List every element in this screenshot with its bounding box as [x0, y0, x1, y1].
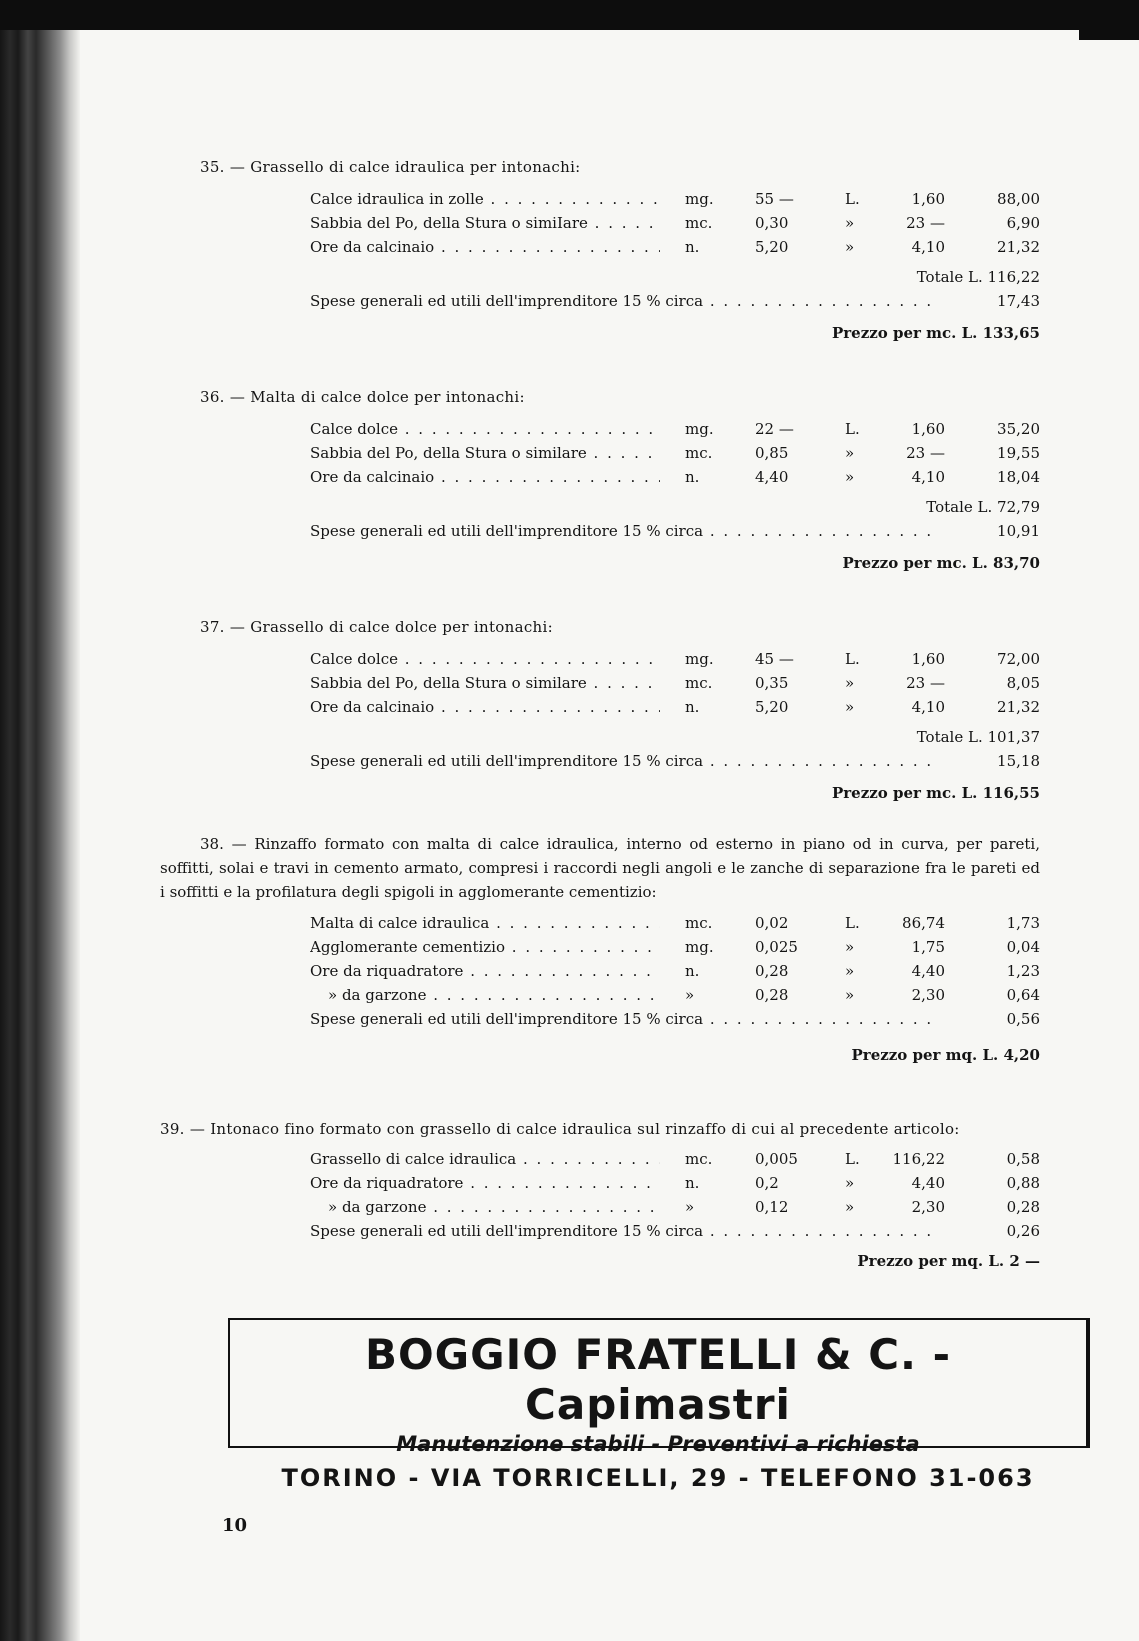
row-price: 4,10: [911, 468, 945, 486]
row-price: 4,40: [911, 1174, 945, 1192]
row-label: » da garzone . . .: [328, 1198, 660, 1216]
section-35: [200, 158, 1040, 348]
section-heading: 37. — Grassello di calce dolce per intonachi:: [200, 618, 553, 636]
unit-price: Prezzo per mc. L. 83,70: [842, 554, 1040, 572]
row-price: 86,74: [902, 914, 945, 932]
row-currency: »: [845, 1174, 855, 1192]
section-36: [200, 388, 1040, 578]
overhead-amount: 17,43: [997, 292, 1040, 310]
section-total: Totale L. 116,22: [916, 268, 1040, 286]
row-currency: »: [845, 238, 855, 256]
row-price: 23 —: [906, 214, 945, 232]
table-row: [200, 1174, 1040, 1198]
row-currency: L.: [845, 1150, 860, 1168]
row-price: 1,75: [911, 938, 945, 956]
row-price: 4,10: [911, 238, 945, 256]
row-unit: n.: [685, 1174, 700, 1192]
row-unit: »: [685, 986, 695, 1004]
section-heading: 36. — Malta di calce dolce per intonachi:: [200, 388, 525, 406]
section-39: [160, 1120, 1040, 1276]
row-qty: 45 —: [755, 650, 794, 668]
row-qty: 55 —: [755, 190, 794, 208]
row-unit: mc.: [685, 444, 713, 462]
row-qty: 0,30: [755, 214, 789, 232]
section-heading: 39. — Intonaco fino formato con grassello di calce idraulica sul rinzaffo di cui al precedente articolo:: [160, 1120, 960, 1138]
row-currency: »: [845, 468, 855, 486]
section-37: [200, 618, 1040, 808]
row-currency: »: [845, 986, 855, 1004]
row-currency: L.: [845, 914, 860, 932]
table-row: [200, 190, 1040, 214]
table-row: [200, 444, 1040, 468]
row-label: Sabbia del Po, della Stura o similare . . .: [310, 444, 660, 462]
row-amount: 21,32: [997, 698, 1040, 716]
row-currency: »: [845, 938, 855, 956]
row-label: Calce dolce . . .: [310, 420, 660, 438]
overhead-amount: 15,18: [997, 752, 1040, 770]
row-price: 116,22: [892, 1150, 945, 1168]
overhead-amount: 0,26: [1006, 1222, 1040, 1240]
overhead-amount: 10,91: [997, 522, 1040, 540]
row-unit: n.: [685, 962, 700, 980]
ad-title: BOGGIO FRATELLI & C. - Capimastri: [364, 1330, 952, 1429]
row-currency: »: [845, 214, 855, 232]
row-currency: L.: [845, 420, 860, 438]
section-paragraph: 38. — Rinzaffo formato con malta di calce idraulica, interno od esterno in piano od in curva, per pareti, soffitti, solai e travi in cemento armato, compresi i raccordi negli angoli e le zanche di separazione fra le pareti ed i soffitti e la profilatura degli spigoli in agglomerante cementizio:: [160, 835, 1040, 901]
row-unit: mg.: [685, 938, 714, 956]
scan-top-edge: [0, 0, 1139, 30]
row-currency: L.: [845, 190, 860, 208]
table-row: [200, 962, 1040, 986]
row-unit: mc.: [685, 1150, 713, 1168]
row-price: 4,10: [911, 698, 945, 716]
table-row: [200, 468, 1040, 492]
row-label: Sabbia del Po, della Stura o similare . . .: [310, 674, 660, 692]
row-unit: n.: [685, 238, 700, 256]
unit-price: Prezzo per mc. L. 133,65: [832, 324, 1040, 342]
advertisement-box: [228, 1318, 1090, 1492]
row-label: Grassello di calce idraulica . . .: [310, 1150, 660, 1168]
row-qty: 0,025: [755, 938, 798, 956]
table-row: [200, 1150, 1040, 1174]
scan-top-corner: [1079, 0, 1139, 40]
row-amount: 1,73: [1006, 914, 1040, 932]
row-amount: 21,32: [997, 238, 1040, 256]
row-currency: »: [845, 444, 855, 462]
section-38: [160, 832, 1040, 1070]
ad-address: TORINO - VIA TORRICELLI, 29 - TELEFONO 31-063: [281, 1464, 1035, 1492]
row-qty: 4,40: [755, 468, 789, 486]
row-label: Calce idraulica in zolle . . .: [310, 190, 660, 208]
overhead-row: [200, 292, 1040, 316]
overhead-label: Spese generali ed utili dell'imprenditore 15 % circa . . .: [310, 522, 940, 540]
row-label: Malta di calce idraulica . . .: [310, 914, 660, 932]
row-amount: 88,00: [997, 190, 1040, 208]
row-qty: 5,20: [755, 238, 789, 256]
section-total: Totale L. 72,79: [926, 498, 1040, 516]
overhead-label: Spese generali ed utili dell'imprenditore 15 % circa . . .: [310, 752, 940, 770]
overhead-label: Spese generali ed utili dell'imprenditore 15 % circa . . .: [310, 292, 940, 310]
row-price: 2,30: [911, 986, 945, 1004]
overhead-row: [200, 522, 1040, 546]
table-row: [200, 674, 1040, 698]
row-price: 4,40: [911, 962, 945, 980]
row-currency: »: [845, 962, 855, 980]
row-qty: 22 —: [755, 420, 794, 438]
table-row: [200, 238, 1040, 262]
book-spine-shadow: [0, 30, 80, 1641]
row-qty: 0,005: [755, 1150, 798, 1168]
unit-price: Prezzo per mq. L. 2 —: [857, 1252, 1040, 1270]
row-qty: 5,20: [755, 698, 789, 716]
row-price: 2,30: [911, 1198, 945, 1216]
row-amount: 0,04: [1006, 938, 1040, 956]
row-label: Ore da calcinaio . . .: [310, 698, 660, 716]
row-price: 23 —: [906, 674, 945, 692]
table-row: [200, 914, 1040, 938]
row-label: Ore da calcinaio . . .: [310, 238, 660, 256]
row-unit: n.: [685, 468, 700, 486]
row-currency: »: [845, 1198, 855, 1216]
row-price: 1,60: [911, 650, 945, 668]
row-amount: 0,64: [1006, 986, 1040, 1004]
row-label: Sabbia del Po, della Stura o simiIare . . .: [310, 214, 660, 232]
overhead-row: [200, 1222, 1040, 1246]
ad-subtitle: Manutenzione stabili - Preventivi a richiesta: [396, 1432, 920, 1456]
row-unit: mg.: [685, 650, 714, 668]
unit-price: Prezzo per mc. L. 116,55: [832, 784, 1040, 802]
overhead-amount: 0,56: [1006, 1010, 1040, 1028]
row-unit: mc.: [685, 674, 713, 692]
row-amount: 35,20: [997, 420, 1040, 438]
overhead-label: Spese generali ed utili dell'imprenditore 15 % circa . . .: [310, 1222, 940, 1240]
row-amount: 18,04: [997, 468, 1040, 486]
row-amount: 1,23: [1006, 962, 1040, 980]
row-unit: mg.: [685, 190, 714, 208]
row-label: Ore da riquadratore . . .: [310, 1174, 660, 1192]
row-qty: 0,35: [755, 674, 789, 692]
page-number: 10: [222, 1515, 248, 1536]
row-amount: 0,28: [1006, 1198, 1040, 1216]
overhead-row: [200, 752, 1040, 776]
row-qty: 0,12: [755, 1198, 789, 1216]
row-unit: »: [685, 1198, 695, 1216]
row-unit: mg.: [685, 420, 714, 438]
row-unit: mc.: [685, 214, 713, 232]
row-label: Agglomerante cementizio . . .: [310, 938, 660, 956]
row-currency: »: [845, 674, 855, 692]
table-row: [200, 650, 1040, 674]
overhead-label: Spese generali ed utili dell'imprenditore 15 % circa . . .: [310, 1010, 940, 1028]
row-label: Calce dolce . . .: [310, 650, 660, 668]
row-qty: 0,28: [755, 962, 789, 980]
row-currency: »: [845, 698, 855, 716]
row-amount: 8,05: [1006, 674, 1040, 692]
unit-price: Prezzo per mq. L. 4,20: [851, 1046, 1040, 1064]
row-amount: 0,88: [1006, 1174, 1040, 1192]
table-row: [200, 420, 1040, 444]
row-unit: n.: [685, 698, 700, 716]
table-row: [200, 938, 1040, 962]
table-row: [200, 1198, 1040, 1222]
row-label: Ore da calcinaio . . .: [310, 468, 660, 486]
row-currency: L.: [845, 650, 860, 668]
row-qty: 0,02: [755, 914, 789, 932]
row-qty: 0,85: [755, 444, 789, 462]
table-row: [200, 698, 1040, 722]
row-qty: 0,2: [755, 1174, 779, 1192]
table-row: [200, 214, 1040, 238]
row-amount: 19,55: [997, 444, 1040, 462]
row-price: 1,60: [911, 190, 945, 208]
row-amount: 6,90: [1006, 214, 1040, 232]
table-row: [200, 986, 1040, 1010]
row-price: 23 —: [906, 444, 945, 462]
row-label: Ore da riquadratore . . .: [310, 962, 660, 980]
row-qty: 0,28: [755, 986, 789, 1004]
row-price: 1,60: [911, 420, 945, 438]
section-heading: 35. — Grassello di calce idraulica per intonachi:: [200, 158, 581, 176]
section-total: Totale L. 101,37: [916, 728, 1040, 746]
row-amount: 72,00: [997, 650, 1040, 668]
row-label: » da garzone . . .: [328, 986, 660, 1004]
overhead-row: [200, 1010, 1040, 1034]
row-amount: 0,58: [1006, 1150, 1040, 1168]
row-unit: mc.: [685, 914, 713, 932]
